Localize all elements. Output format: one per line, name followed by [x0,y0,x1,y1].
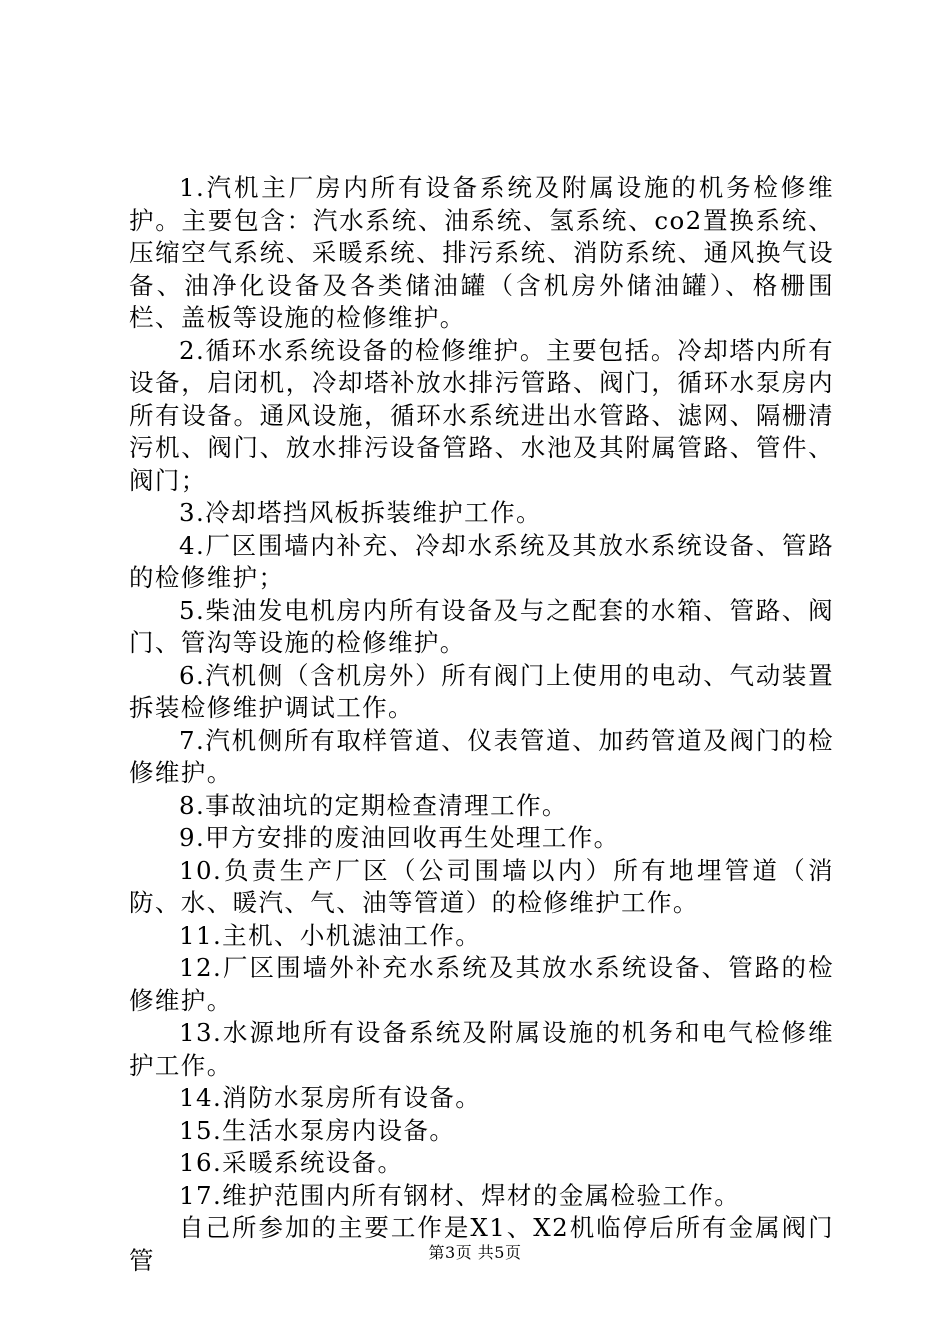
paragraph-3: 3.冷却塔挡风板拆装维护工作。 [179,498,542,527]
paragraph-15: 15.生活水泵房内设备。 [179,1115,456,1145]
paragraph-continuation: 自己所参加的主要工作是X1、X2机临停后所有金属阀门管 [129,1213,834,1275]
paragraph-5: 5.柴油发电机房内所有设备及与之配套的水箱、管路、阀门、管沟等设施的检修维护。 [129,595,834,657]
paragraph-4: 4.厂区围墙内补充、冷却水系统及其放水系统设备、管路的检修维护； [129,530,834,592]
paragraph-8: 8.事故油坑的定期检查清理工作。 [179,790,568,820]
document-body [129,172,834,1277]
paragraph-14: 14.消防水泵房所有设备。 [179,1083,482,1112]
paragraph-7: 7.汽机侧所有取样管道、仪表管道、加药管道及阀门的检修维护。 [129,725,834,787]
paragraph-1: 1.汽机主厂房内所有设备系统及附属设施的机务检修维护。主要包含：汽水系统、油系统、氢系统、co2置换系统、压缩空气系统、采暖系统、排污系统、消防系统、通风换气设备、油净化设备及各类储油罐（含机房外储油罐）、格栅围栏、盖板等设施的检修维护。 [129,173,834,332]
page-number-footer: 第3页 共5页 [428,1243,522,1262]
paragraph-6: 6.汽机侧（含机房外）所有阀门上使用的电动、气动装置拆装检修维护调试工作。 [129,660,834,722]
paragraph-12: 12.厂区围墙外补充水系统及其放水系统设备、管路的检修维护。 [129,953,834,1015]
paragraph-9: 9.甲方安排的废油回收再生处理工作。 [179,823,620,852]
paragraph-16: 16.采暖系统设备。 [179,1148,404,1177]
paragraph-10: 10.负责生产厂区（公司围墙以内）所有地埋管道（消防、水、暖汽、气、油等管道）的检修维护工作。 [129,855,834,917]
paragraph-2: 2.循环水系统设备的检修维护。主要包括。冷却塔内所有设备，启闭机，冷却塔补放水排污管路、阀门，循环水泵房内所有设备。通风设施，循环水系统进出水管路、滤网、隔栅清污机、阀门、放水排污设备管路、水池及其附属管路、管件、阀门； [129,335,834,495]
paragraph-13: 13.水源地所有设备系统及附属设施的机务和电气检修维护工作。 [129,1018,834,1080]
paragraph-11: 11.主机、小机滤油工作。 [179,920,482,950]
paragraph-17: 17.维护范围内所有钢材、焊材的金属检验工作。 [179,1180,741,1210]
